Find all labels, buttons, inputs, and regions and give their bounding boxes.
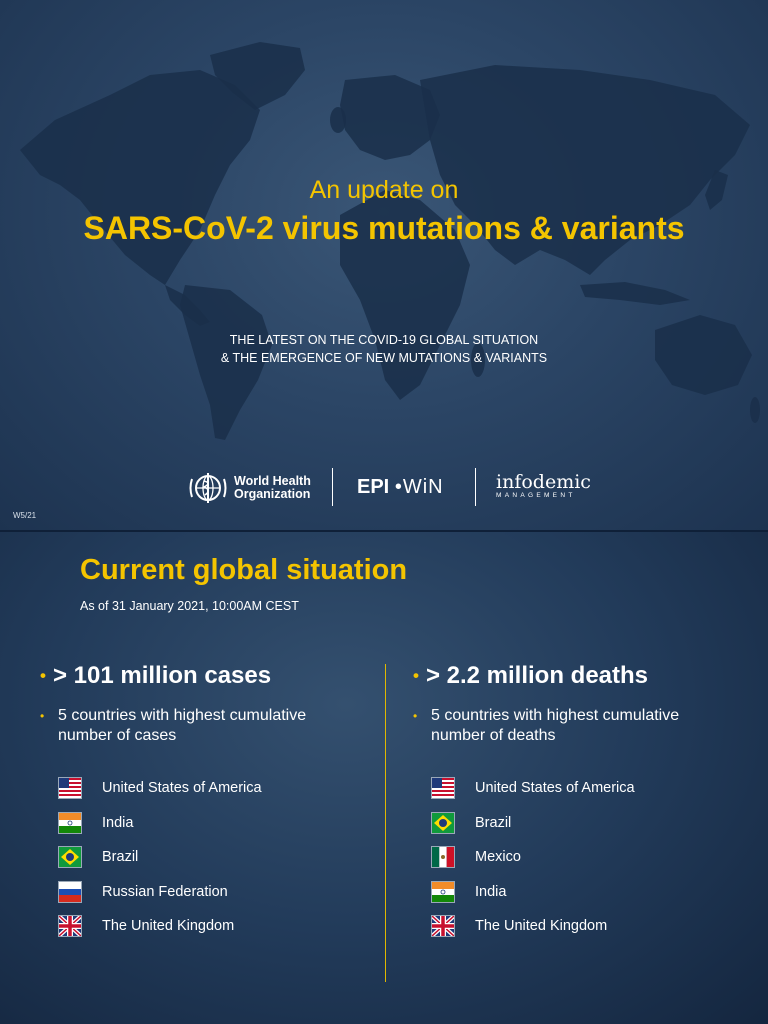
- india-flag-icon: [58, 812, 82, 834]
- win-text: WiN: [402, 476, 444, 498]
- epi-dot: •: [394, 476, 403, 498]
- list-item: [431, 806, 731, 841]
- partner-logos: [0, 466, 768, 510]
- logo-divider-1: [332, 468, 333, 506]
- epi-text: EPI: [357, 476, 390, 498]
- list-item: [58, 771, 358, 806]
- subtitle-line-2: & THE EMERGENCE OF NEW MUTATIONS & VARIANTS: [220, 351, 548, 365]
- who-line-2: Organization: [234, 487, 311, 501]
- deaths-headline-text: > 2.2 million deaths: [425, 662, 649, 689]
- list-item: [431, 840, 731, 875]
- bullet-icon: •: [413, 709, 418, 723]
- uk-flag-icon: [431, 915, 455, 937]
- who-logo: [188, 469, 311, 507]
- slide-code: W5/21: [13, 511, 37, 520]
- country-name: Mexico: [475, 849, 521, 866]
- situation-title: Current global situation: [80, 554, 408, 586]
- cases-country-list: [40, 771, 358, 944]
- country-name: United States of America: [475, 780, 635, 797]
- country-name: India: [475, 883, 507, 900]
- cases-headline-text: > 101 million cases: [52, 662, 272, 689]
- country-name: Brazil: [475, 814, 512, 831]
- country-name: Brazil: [102, 849, 139, 866]
- deaths-subtitle: [413, 706, 731, 746]
- deaths-subtitle-text: 5 countries with highest cumulative number of deaths: [431, 707, 680, 744]
- country-name: India: [102, 814, 134, 831]
- situation-date: As of 31 January 2021, 10:00AM CEST: [80, 599, 299, 613]
- us-flag-icon: [431, 777, 455, 799]
- list-item: [431, 909, 731, 944]
- logo-divider-2: [475, 468, 476, 506]
- brazil-flag-icon: [431, 812, 455, 834]
- mexico-flag-icon: [431, 846, 455, 868]
- bullet-icon: •: [40, 666, 46, 685]
- cases-subtitle: [40, 706, 358, 746]
- list-item: [58, 840, 358, 875]
- column-divider: [385, 664, 386, 982]
- country-name: The United Kingdom: [102, 918, 235, 935]
- cases-column: [40, 662, 358, 944]
- bullet-icon: •: [40, 709, 45, 723]
- infodemic-subtext: MANAGEMENT: [496, 492, 576, 499]
- list-item: [431, 875, 731, 910]
- list-item: [431, 771, 731, 806]
- who-name: [234, 475, 311, 501]
- india-flag-icon: [431, 881, 455, 903]
- who-emblem-icon: [188, 469, 228, 507]
- situation-slide: [0, 532, 768, 1024]
- deaths-headline: [413, 662, 731, 690]
- cases-subtitle-text: 5 countries with highest cumulative number of cases: [58, 707, 307, 744]
- infodemic-logo: [496, 472, 591, 500]
- main-title: SARS-CoV-2 virus mutations & variants: [83, 210, 685, 246]
- who-line-1: World Health: [234, 474, 311, 488]
- subtitle-line-1: THE LATEST ON THE COVID-19 GLOBAL SITUATION: [229, 333, 539, 347]
- brazil-flag-icon: [58, 846, 82, 868]
- uk-flag-icon: [58, 915, 82, 937]
- infodemic-text: infodemic: [496, 471, 591, 493]
- list-item: [58, 806, 358, 841]
- subtitle: [0, 331, 768, 367]
- pretitle: An update on: [309, 176, 459, 204]
- deaths-country-list: [413, 771, 731, 944]
- country-name: United States of America: [102, 780, 262, 797]
- russia-flag-icon: [58, 881, 82, 903]
- deaths-column: [413, 662, 731, 944]
- list-item: [58, 875, 358, 910]
- country-name: Russian Federation: [102, 883, 228, 900]
- list-item: [58, 909, 358, 944]
- bullet-icon: •: [413, 666, 419, 685]
- us-flag-icon: [58, 777, 82, 799]
- cases-headline: [40, 662, 358, 690]
- epiwin-logo: [357, 476, 444, 499]
- country-name: The United Kingdom: [475, 918, 608, 935]
